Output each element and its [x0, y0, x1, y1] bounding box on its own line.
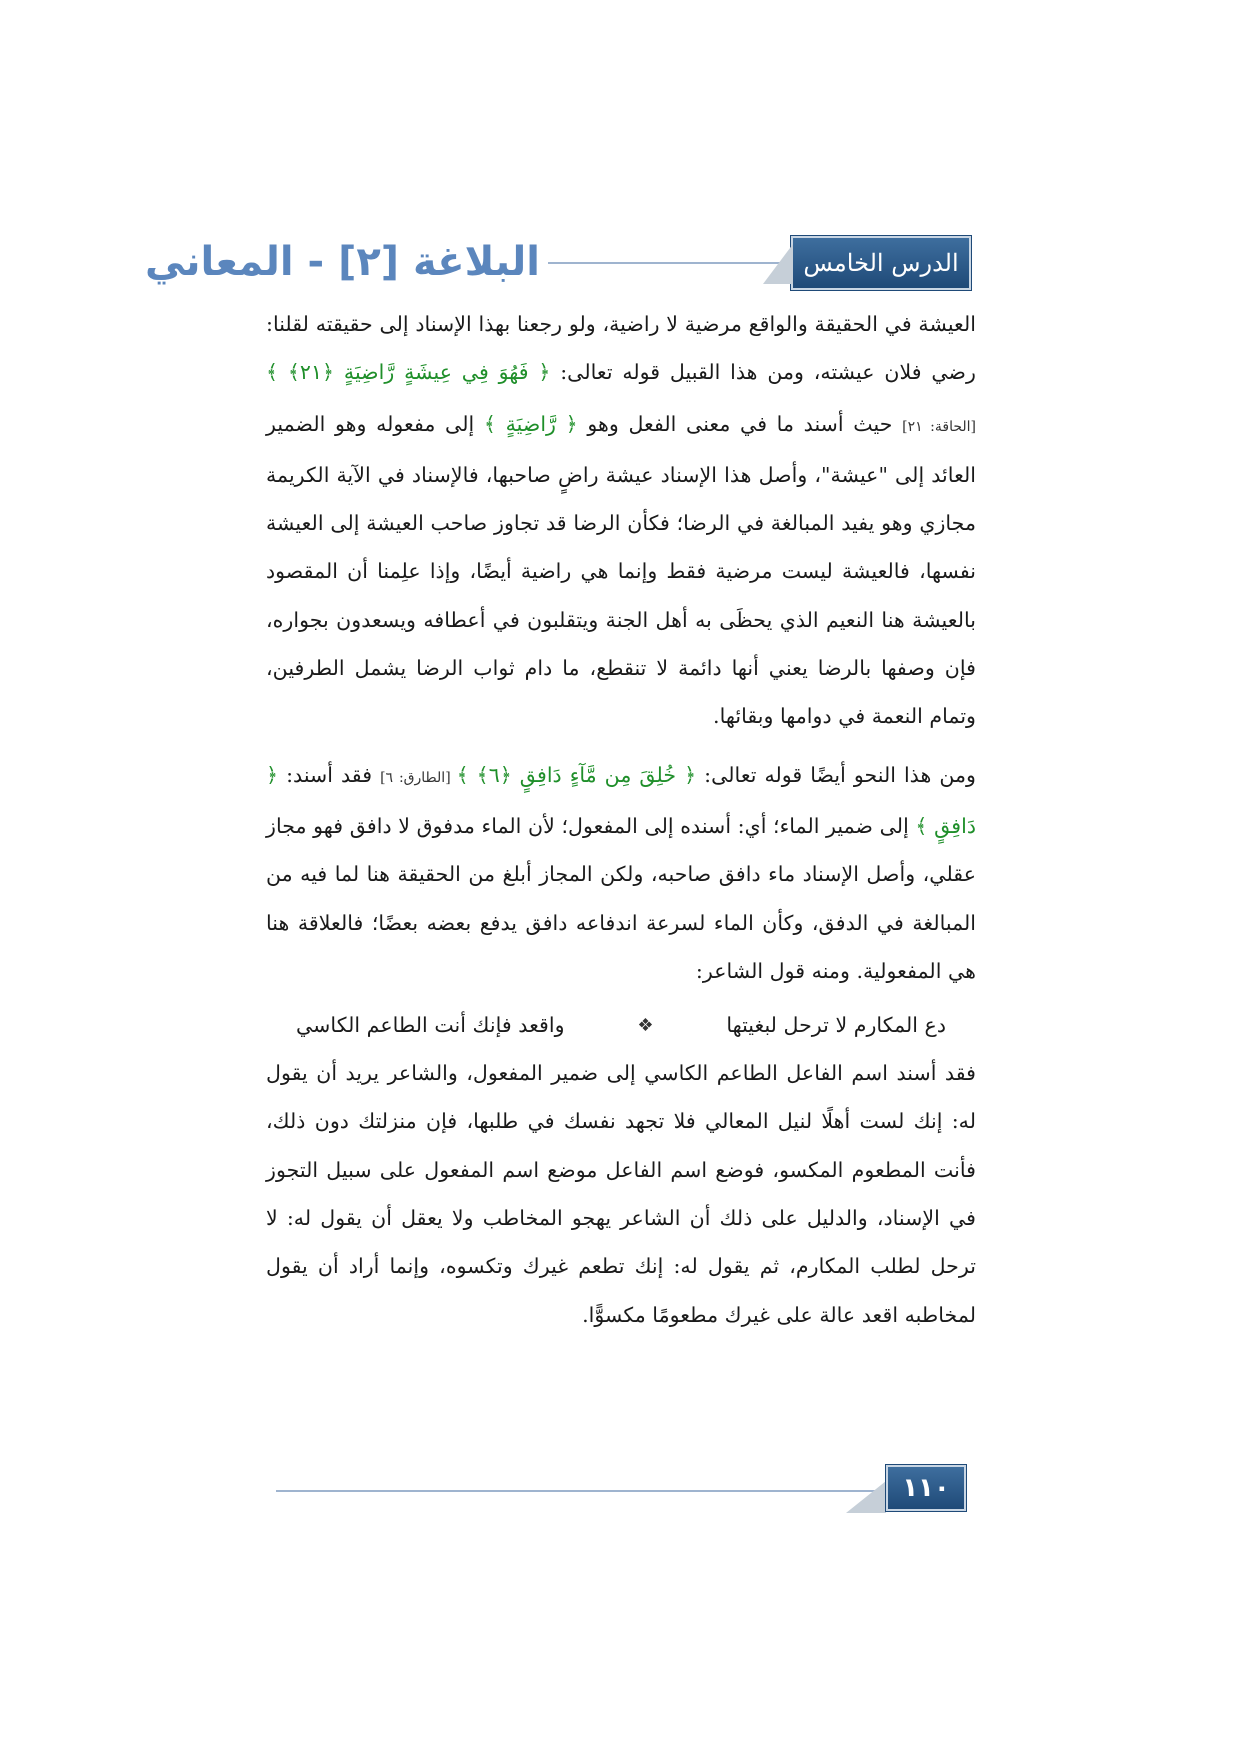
- page-number: ١١٠: [886, 1465, 966, 1511]
- quran-verse: ﴿ خُلِقَ مِن مَّآءٍ دَافِقٍ ﴿٦﴾ ﴾: [456, 762, 697, 787]
- page-footer: [0, 1460, 1240, 1540]
- paragraph-1: [266, 300, 976, 741]
- quran-verse: ﴿ دَافِقٍ ﴾: [266, 762, 976, 838]
- paragraph-text: إلى مفعوله وهو الضمير العائد إلى "عيشة"، وأصل هذا الإسناد عيشة راضٍ صاحبها، فالإسناد في الآية الكريمة مجازي وهو يفيد المبالغة في الرضا؛ فكأن الرضا قد تجاوز صاحب العيشة إلى العيشة نفسها، فالعيشة ليست مرضية فقط وإنما هي راضية أيضًا، وإذا علِمنا أن المقصود بالعيشة هنا النعيم الذي يحظَى به أهل الجنة ويتقلبون في أعطافه ويسعدون بجواره، فإن وصفها بالرضا يعني أنها دائمة لا تنقطع، ما دام ثواب الرضا يشمل الطرفين، وتمام النعمة في دوامها وبقائها.: [266, 411, 976, 729]
- paragraph-text: ومن هذا النحو أيضًا قوله تعالى:: [696, 762, 976, 787]
- footer-divider: [276, 1490, 876, 1492]
- verse-reference: [الطارق: ٦]: [380, 769, 457, 786]
- paragraph-3: فقد أسند اسم الفاعل الطاعم الكاسي إلى ضمير المفعول، والشاعر يريد أن يقول له: إنك لست أهلًا لنيل المعالي فلا تجهد نفسك في طلبها، فإن منزلتك دون ذلك، فأنت المطعوم المكسو، فوضع اسم الفاعل موضع اسم المفعول على سبيل التجوز في الإسناد، والدليل على ذلك أن الشاعر يهجو المخاطب ولا يعقل أن يقول له: لا ترحل لطلب المكارم، ثم يقول له: إنك تطعم غيرك وتكسوه، وإنما أراد أن يقول لمخاطبه اقعد عالة على غيرك مطعومًا مكسوًّا.: [266, 1061, 976, 1327]
- paragraph-text: إلى ضمير الماء؛ أي: أسنده إلى المفعول؛ لأن الماء مدفوق لا دافق فهو مجاز عقلي، وأصل الإسناد ماء دافق صاحبه، ولكن المجاز أبلغ من الحقيقة هنا لما فيه من المبالغة في الدفق، وكأن الماء لسرعة اندفاعه دافق يدفع بعضه بعضًا؛ فالعلاقة هنا هي المفعولية. ومنه قول الشاعر:: [266, 813, 976, 983]
- paragraph-text: حيث أسند ما في معنى الفعل وهو: [577, 411, 903, 436]
- verse-separator-icon: ❖: [637, 1014, 654, 1036]
- paragraph-2: [266, 751, 976, 995]
- paragraph-text: فقد أسند:: [278, 762, 381, 787]
- verse-reference: [الحاقة: ٢١]: [902, 418, 977, 435]
- lesson-label-text: الدرس الخامس: [803, 249, 959, 277]
- page-header: [0, 0, 1240, 300]
- page-body: [266, 300, 976, 1339]
- verse-first-hemistich: دع المكارم لا ترحل لبغيتها: [726, 1013, 946, 1038]
- page-number-shadow: [846, 1481, 886, 1513]
- lesson-label-shadow: [763, 244, 793, 284]
- quran-verse: ﴿ فَهُوَ فِي عِيشَةٍ رَّاضِيَةٍ ﴿٢١﴾ ﴾: [266, 360, 551, 385]
- poetry-verse: [296, 1001, 946, 1049]
- lesson-label: [791, 236, 971, 290]
- quran-verse: ﴿ رَّاضِيَةٍ ﴾: [483, 411, 578, 436]
- book-title: البلاغة [٢] - المعاني: [144, 239, 540, 285]
- verse-second-hemistich: واقعد فإنك أنت الطاعم الكاسي: [296, 1013, 565, 1038]
- header-divider: [548, 262, 786, 264]
- paragraph-text: العيشة في الحقيقة والواقع مرضية لا راضية، ولو رجعنا بهذا الإسناد إلى حقيقته لقلنا: رضي فلان عيشته، ومن هذا القبيل قوله تعالى:: [266, 312, 976, 385]
